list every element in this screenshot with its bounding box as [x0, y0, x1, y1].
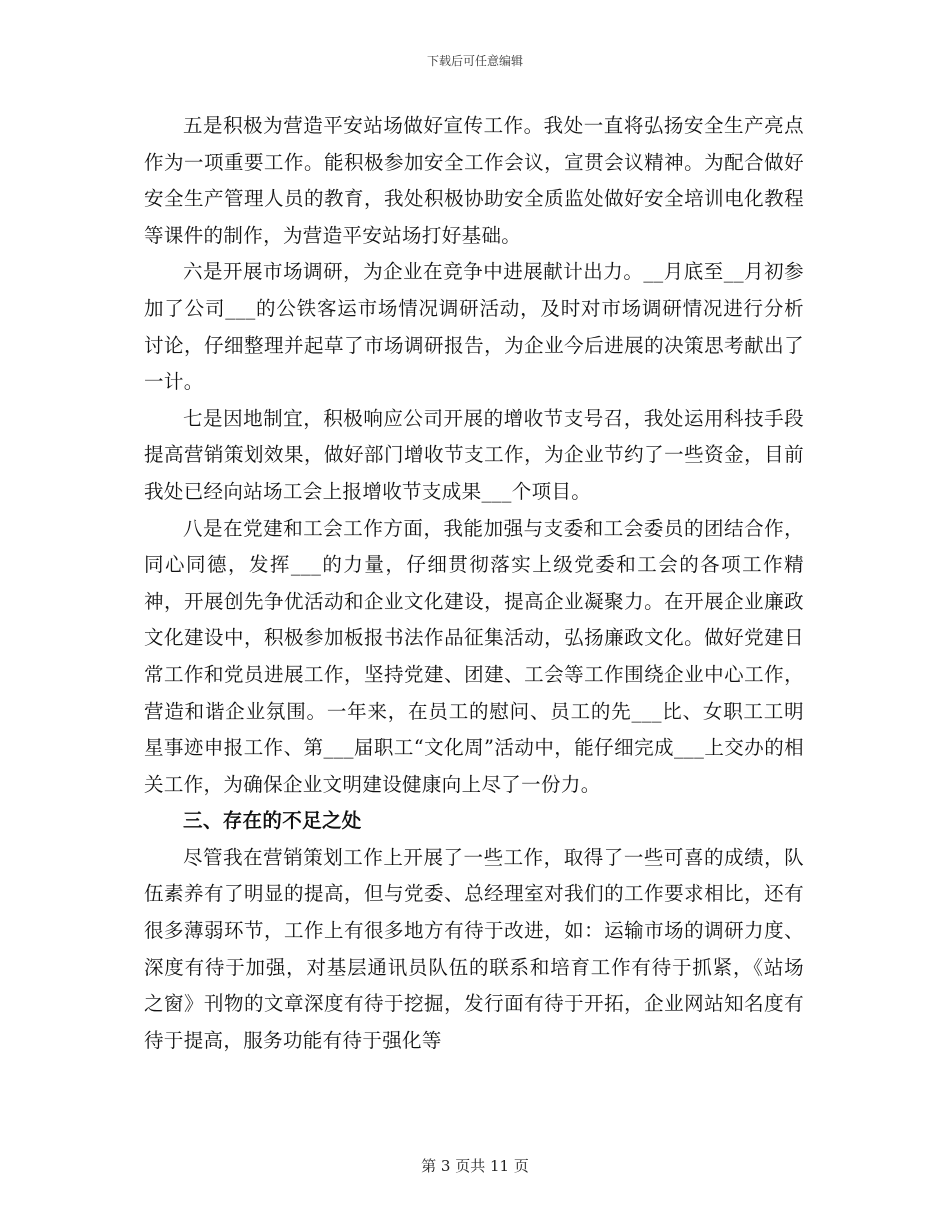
paragraph-7: 七是因地制宜，积极响应公司开展的增收节支号召，我处运用科技手段提高营销策划效果，做好部门增收节支工作，为企业节约了一些资金，目前我处已经向站场工会上报增收节支成果___个项目。	[144, 406, 804, 503]
paragraph-5: 五是积极为营造平安站场做好宣传工作。我处一直将弘扬安全生产亮点作为一项重要工作。能积极参加安全工作会议，宣贯会议精神。为配合做好安全生产管理人员的教育，我处积极协助安全质监处做好安全培训电化教程等课件的制作，为营造平安站场打好基础。	[144, 114, 804, 247]
paragraph-8: 八是在党建和工会工作方面，我能加强与支委和工会委员的团结合作，同心同德，发挥___的力量，仔细贯彻落实上级党委和工会的各项工作精神，开展创先争优活动和企业文化建设，提高企业凝聚力。在开展企业廉政文化建设中，积极参加板报书法作品征集活动，弘扬廉政文化。做好党建日常工作和党员进展工作，坚持党建、团建、工会等工作围绕企业中心工作，营造和谐企业氛围。一年来，在员工的慰问、员工的先___比、女职工工明星事迹申报工作、第___届职工“文化周”活动中，能仔细完成___上交办的相关工作，为确保企业文明建设健康向上尽了一份力。	[144, 516, 804, 796]
document-body	[144, 108, 804, 1059]
paragraph-9: 尽管我在营销策划工作上开展了一些工作，取得了一些可喜的成绩，队伍素养有了明显的提高，但与党委、总经理室对我们的工作要求相比，还有很多薄弱环节，工作上有很多地方有待于改进，如：运输市场的调研力度、深度有待于加强，对基层通讯员队伍的联系和培育工作有待于抓紧，《站场之窗》刊物的文章深度有待于挖掘，发行面有待于开拓，企业网站知名度有待于提高，服务功能有待于强化等	[144, 845, 804, 1052]
section-heading-3: 三、存在的不足之处	[183, 809, 362, 833]
page-header: 下载后可任意编辑	[426, 54, 523, 68]
page-number: 第 3 页共 11 页	[421, 1157, 529, 1175]
paragraph-6: 六是开展市场调研，为企业在竞争中进展献计出力。__月底至__月初参加了公司___的公铁客运市场情况调研活动，及时对市场调研情况进行分析讨论，仔细整理并起草了市场调研报告，为企业今后进展的决策思考献出了一计。	[144, 260, 804, 394]
